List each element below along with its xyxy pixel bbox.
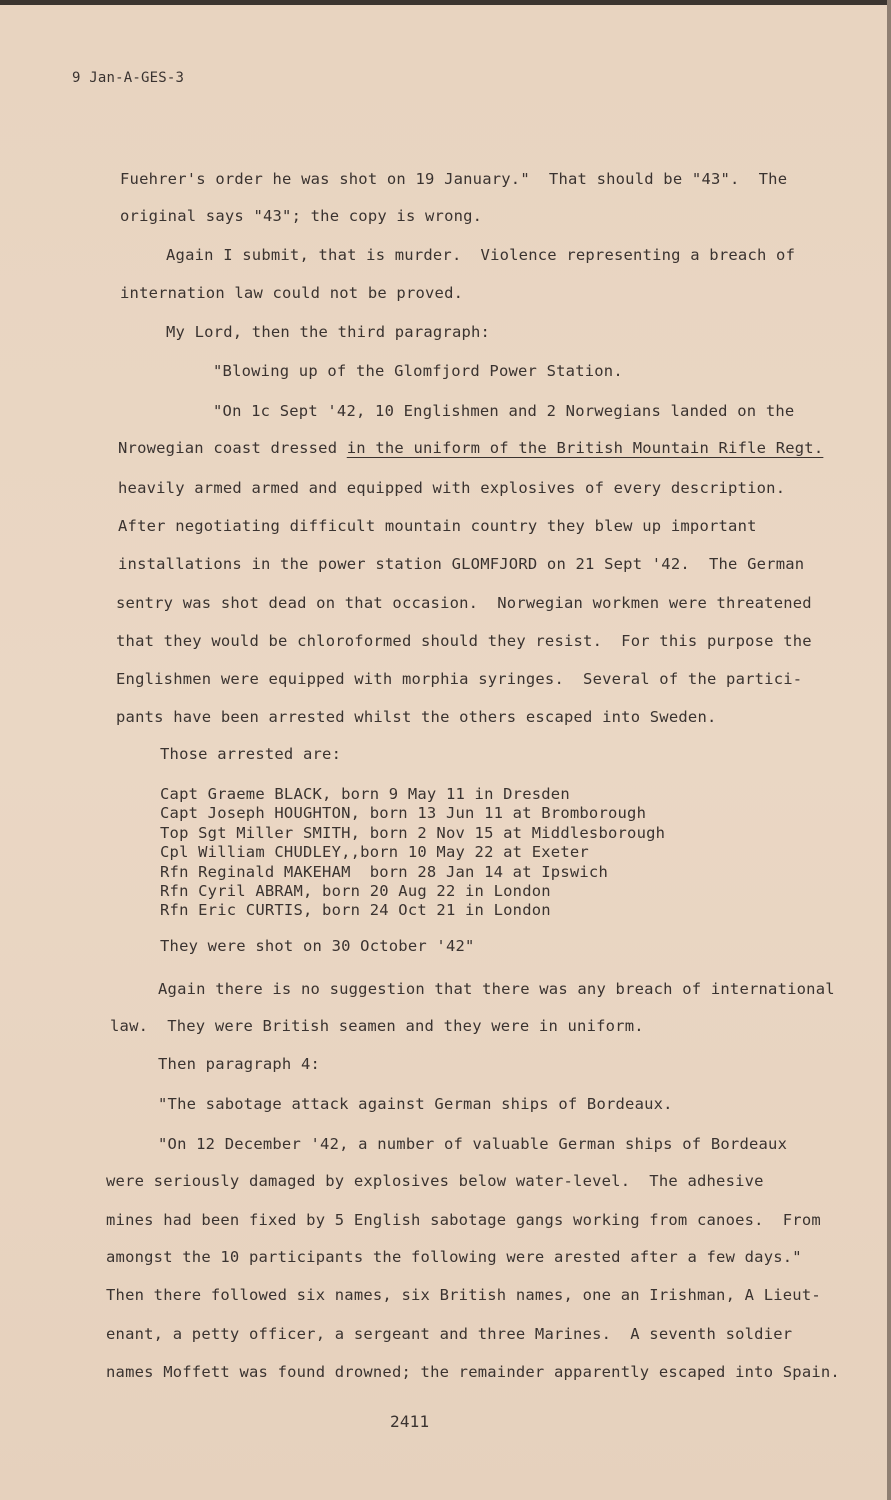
body-line: My Lord, then the third paragraph: xyxy=(166,323,491,341)
arrested-list-item: Rfn Eric CURTIS, born 24 Oct 21 in London xyxy=(160,901,551,919)
arrested-list-item: Rfn Reginald MAKEHAM born 28 Jan 14 at Ipswich xyxy=(160,863,608,881)
body-line: Again I submit, that is murder. Violence representing a breach of xyxy=(166,246,796,264)
body-line: sentry was shot dead on that occasion. Norwegian workmen were threatened xyxy=(116,594,812,612)
page-number: 2411 xyxy=(390,1412,430,1431)
arrested-list-item: Capt Graeme BLACK, born 9 May 11 in Dresden xyxy=(160,785,570,803)
body-line: amongst the 10 participants the following were arested after a few days." xyxy=(106,1248,802,1266)
body-line: names Moffett was found drowned; the remainder apparently escaped into Spain. xyxy=(106,1363,840,1381)
body-line: mines had been fixed by 5 English sabotage gangs working from canoes. From xyxy=(106,1211,821,1229)
body-line: Those arrested are: xyxy=(160,745,342,763)
scan-top-edge xyxy=(0,0,891,5)
body-line: Englishmen were equipped with morphia syringes. Several of the partici- xyxy=(116,670,803,688)
scan-right-edge xyxy=(887,0,891,1500)
body-line: They were shot on 30 October '42" xyxy=(160,937,475,955)
body-line: pants have been arrested whilst the others escaped into Sweden. xyxy=(116,708,717,726)
body-line-start: Nrowegian coast dressed xyxy=(118,439,347,457)
body-line: heavily armed armed and equipped with explosives of every description. xyxy=(118,479,786,497)
arrested-list-item: Top Sgt Miller SMITH, born 2 Nov 15 at Middlesborough xyxy=(160,824,666,842)
arrested-list-item: Cpl William CHUDLEY,,born 10 May 22 at Exeter xyxy=(160,843,589,861)
body-line: were seriously damaged by explosives below water-level. The adhesive xyxy=(106,1172,764,1190)
body-line: installations in the power station GLOMFJORD on 21 Sept '42. The German xyxy=(118,555,805,573)
body-line: "On 1c Sept '42, 10 Englishmen and 2 Norwegians landed on the xyxy=(213,402,795,420)
body-line: "The sabotage attack against German ships of Bordeaux. xyxy=(158,1095,673,1113)
body-line: that they would be chloroformed should they resist. For this purpose the xyxy=(116,632,812,650)
body-line: internation law could not be proved. xyxy=(120,284,464,302)
body-line: enant, a petty officer, a sergeant and three Marines. A seventh soldier xyxy=(106,1325,793,1343)
body-line: "Blowing up of the Glomfjord Power Station. xyxy=(213,362,623,380)
arrested-list-item: Rfn Cyril ABRAM, born 20 Aug 22 in London xyxy=(160,882,551,900)
body-line: original says "43"; the copy is wrong. xyxy=(120,207,483,225)
body-line: "On 12 December '42, a number of valuable German ships of Bordeaux xyxy=(158,1135,788,1153)
body-line xyxy=(118,439,823,457)
page-reference: 9 Jan-A-GES-3 xyxy=(72,70,185,86)
body-line: Then paragraph 4: xyxy=(158,1055,321,1073)
body-line: law. They were British seamen and they were in uniform. xyxy=(110,1017,644,1035)
underlined-phrase: in the uniform of the British Mountain Rifle Regt. xyxy=(346,439,824,457)
body-line: Fuehrer's order he was shot on 19 January." That should be "43". The xyxy=(120,170,788,188)
body-line: After negotiating difficult mountain country they blew up important xyxy=(118,517,757,535)
arrested-list-item: Capt Joseph HOUGHTON, born 13 Jun 11 at Bromborough xyxy=(160,804,647,822)
body-line: Then there followed six names, six British names, one an Irishman, A Lieut- xyxy=(106,1286,821,1304)
body-line: Again there is no suggestion that there was any breach of international xyxy=(158,980,835,998)
